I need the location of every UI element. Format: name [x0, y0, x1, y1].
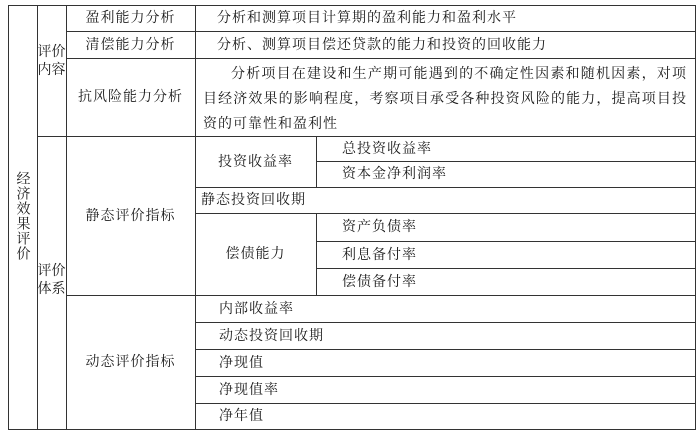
content-row-desc: 分析和测算项目计算期的盈利能力和盈利水平	[217, 10, 517, 26]
solvency-label: 偿债能力	[225, 246, 286, 262]
roi-label: 投资收益率	[218, 153, 293, 170]
eval-system-label-line2: 体系	[37, 281, 66, 297]
dynamic-item: 净现值率	[219, 381, 279, 398]
roi-item: 总投资收益率	[342, 140, 432, 157]
static-payback: 静态投资回收期	[201, 192, 306, 208]
content-row-name: 抗风险能力分析	[78, 89, 183, 105]
dynamic-item: 内部收益率	[219, 300, 294, 317]
eval-system-label-line1: 评价	[37, 263, 66, 279]
solvency-item: 资产负债率	[342, 219, 417, 235]
rule-right	[695, 5, 696, 430]
eval-system-label	[37, 250, 66, 310]
eval-content-label-line2: 内容	[37, 62, 66, 78]
dynamic-indicators-label: 动态评价指标	[85, 354, 176, 370]
content-row-name: 盈利能力分析	[85, 10, 176, 26]
dynamic-item: 净年值	[219, 408, 264, 424]
dynamic-item: 动态投资回收期	[219, 327, 324, 344]
eval-content-label-line1: 评价	[37, 44, 66, 60]
dynamic-item: 净现值	[219, 354, 264, 371]
roi-item: 资本金净利润率	[342, 166, 447, 182]
solvency-item: 利息备付率	[342, 246, 417, 263]
solvency-item: 偿债备付率	[342, 273, 417, 290]
static-indicators-label: 静态评价指标	[85, 207, 176, 224]
rule-bottom	[8, 429, 696, 430]
root-label: 经济效果评价	[14, 171, 31, 261]
content-row-desc: 分析、测算项目偿还贷款的能力和投资的回收能力	[217, 36, 547, 53]
eval-content-label	[37, 31, 66, 91]
content-row-name: 清偿能力分析	[85, 36, 176, 53]
content-row-desc: 分析项目在建设和生产期可能遇到的不确定性因素和随机因素，对项目经济效果的影响程度，考察项目承受各种投资风险的能力，提高项目投资的可靠性和盈利性	[203, 66, 687, 132]
